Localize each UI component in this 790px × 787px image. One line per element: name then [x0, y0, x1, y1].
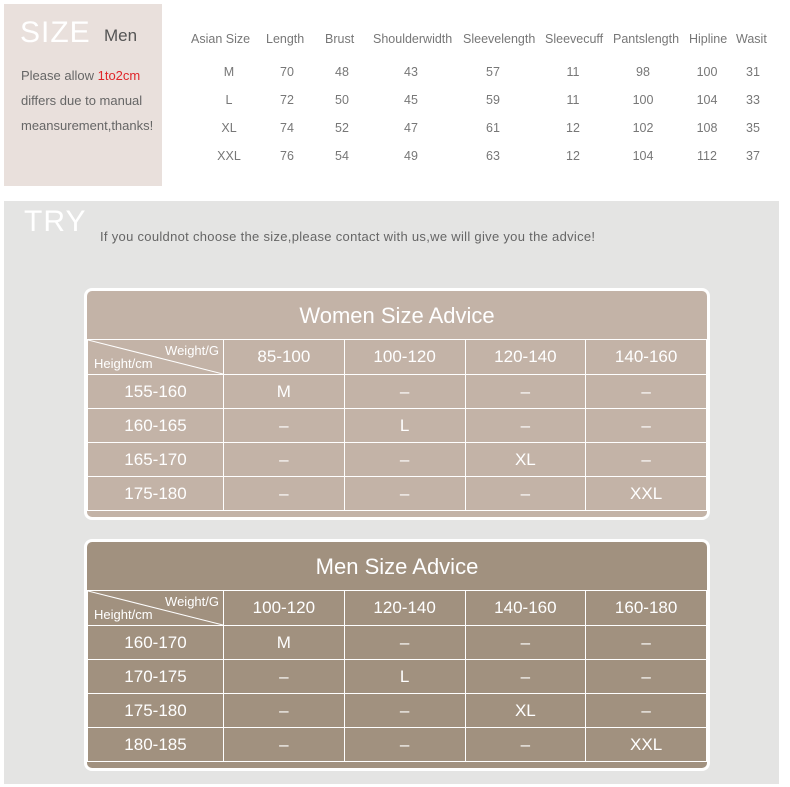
- size-cell: –: [344, 626, 465, 660]
- size-cell: L: [344, 409, 465, 443]
- size-cell: –: [344, 728, 465, 762]
- size-cell: –: [224, 443, 345, 477]
- column-header: Wasit: [736, 32, 767, 46]
- weight-axis-label: Weight/G: [165, 594, 219, 609]
- size-cell: –: [344, 443, 465, 477]
- women-advice-title: Women Size Advice: [299, 303, 495, 328]
- column-header: Shoulderwidth: [373, 32, 453, 46]
- table-cell: 50: [335, 93, 349, 107]
- table-cell: 108: [696, 121, 718, 135]
- size-cell: –: [586, 443, 707, 477]
- height-axis-label: Height/cm: [94, 607, 153, 622]
- size-cell: –: [224, 694, 345, 728]
- weight-axis-label: Weight/G: [165, 343, 219, 358]
- size-cell: –: [224, 660, 345, 694]
- table-cell: 12: [566, 121, 580, 135]
- size-cell: –: [586, 660, 707, 694]
- height-label: 170-175: [88, 660, 224, 694]
- size-cell: –: [344, 694, 465, 728]
- note-prefix: Please allow: [21, 68, 98, 83]
- weight-header: 160-180: [586, 591, 707, 626]
- weight-header: 140-160: [586, 340, 707, 375]
- height-axis-label: Height/cm: [94, 356, 153, 371]
- size-cell: –: [465, 477, 586, 511]
- table-cell: 98: [636, 65, 650, 79]
- height-label: 165-170: [88, 443, 224, 477]
- table-cell: 45: [404, 93, 418, 107]
- size-panel: [4, 4, 162, 186]
- column-header: Sleevelength: [463, 32, 536, 46]
- height-label: 175-180: [88, 694, 224, 728]
- table-cell: 52: [335, 121, 349, 135]
- table-cell: 74: [280, 121, 294, 135]
- note-line-2: differs due to manual: [21, 93, 143, 108]
- corner-header: [88, 340, 224, 375]
- table-cell: 11: [566, 93, 580, 107]
- size-cell: M: [224, 375, 345, 409]
- table-cell: 102: [632, 121, 654, 135]
- size-gender-label: Men: [104, 26, 138, 45]
- weight-header: 100-120: [344, 340, 465, 375]
- height-label: 155-160: [88, 375, 224, 409]
- weight-header: 85-100: [224, 340, 345, 375]
- column-header: Sleevecuff: [545, 32, 604, 46]
- table-cell: 31: [746, 65, 760, 79]
- table-cell: 63: [486, 149, 500, 163]
- table-row: [88, 626, 707, 660]
- weight-header: 120-140: [465, 340, 586, 375]
- table-cell: 35: [746, 121, 760, 135]
- table-cell: 37: [746, 149, 760, 163]
- table-cell: 70: [280, 65, 294, 79]
- note-line-3: meansurement,thanks!: [21, 118, 154, 133]
- women-size-advice-table: [84, 288, 710, 520]
- table-row: [88, 694, 707, 728]
- table-cell: 54: [335, 149, 349, 163]
- column-header: Pantslength: [613, 32, 680, 46]
- table-row: [88, 375, 707, 409]
- size-cell: –: [465, 660, 586, 694]
- men-size-advice-table: [84, 539, 710, 771]
- table-cell: L: [225, 93, 233, 107]
- table-cell: M: [223, 65, 235, 79]
- table-cell: 59: [486, 93, 500, 107]
- try-title: TRY: [24, 205, 87, 238]
- size-cell: XL: [465, 443, 586, 477]
- size-cell: –: [224, 409, 345, 443]
- table-cell: 48: [335, 65, 349, 79]
- table-cell: 76: [280, 149, 294, 163]
- size-cell: –: [586, 409, 707, 443]
- height-label: 160-170: [88, 626, 224, 660]
- table-cell: 49: [404, 149, 418, 163]
- size-cell: –: [586, 694, 707, 728]
- size-cell: XL: [465, 694, 586, 728]
- table-cell: XL: [221, 121, 237, 135]
- size-cell: –: [224, 477, 345, 511]
- size-cell: –: [465, 409, 586, 443]
- size-cell: M: [224, 626, 345, 660]
- table-cell: 43: [404, 65, 418, 79]
- size-cell: –: [465, 626, 586, 660]
- size-cell: L: [344, 660, 465, 694]
- table-cell: XXL: [217, 149, 241, 163]
- size-cell: XXL: [586, 728, 707, 762]
- weight-header: 100-120: [224, 591, 345, 626]
- table-row: [88, 728, 707, 762]
- size-cell: –: [586, 375, 707, 409]
- table-cell: 11: [566, 65, 580, 79]
- table-cell: 72: [280, 93, 294, 107]
- weight-header: 120-140: [344, 591, 465, 626]
- men-advice-grid: [87, 590, 707, 762]
- size-cell: XXL: [586, 477, 707, 511]
- size-cell: –: [465, 728, 586, 762]
- table-row: [88, 477, 707, 511]
- size-cell: –: [344, 375, 465, 409]
- men-advice-title: Men Size Advice: [315, 554, 479, 579]
- weight-header: 140-160: [465, 591, 586, 626]
- table-cell: 100: [632, 93, 654, 107]
- table-cell: 100: [696, 65, 718, 79]
- height-label: 160-165: [88, 409, 224, 443]
- size-cell: –: [344, 477, 465, 511]
- table-cell: 12: [566, 149, 580, 163]
- height-label: 180-185: [88, 728, 224, 762]
- table-row: [88, 443, 707, 477]
- size-cell: –: [224, 728, 345, 762]
- column-header: Length: [266, 32, 305, 46]
- table-cell: 33: [746, 93, 760, 107]
- note-line-1: [21, 68, 140, 83]
- size-cell: –: [465, 375, 586, 409]
- try-advice-text: If you couldnot choose the size,please contact with us,we will give you the advice!: [100, 229, 596, 244]
- corner-header: [88, 591, 224, 626]
- table-row: [88, 660, 707, 694]
- table-cell: 112: [697, 149, 717, 163]
- column-header: Hipline: [689, 32, 728, 46]
- size-title: SIZE: [20, 16, 91, 49]
- table-cell: 104: [696, 93, 718, 107]
- column-header: Asian Size: [191, 32, 251, 46]
- height-label: 175-180: [88, 477, 224, 511]
- women-advice-grid: [87, 339, 707, 511]
- table-cell: 104: [632, 149, 654, 163]
- table-cell: 57: [486, 65, 500, 79]
- table-cell: 47: [404, 121, 418, 135]
- size-cell: –: [586, 626, 707, 660]
- table-cell: 61: [486, 121, 500, 135]
- table-row: [88, 409, 707, 443]
- column-header: Brust: [325, 32, 355, 46]
- note-highlight: 1to2cm: [97, 68, 141, 83]
